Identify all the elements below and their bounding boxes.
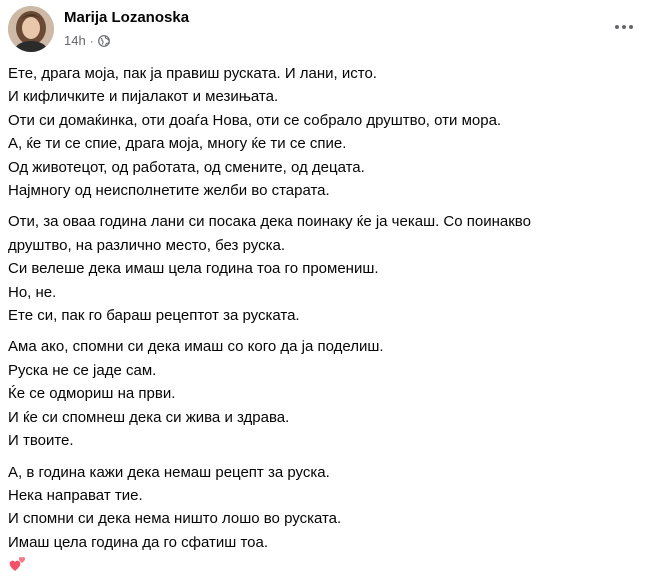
text-line: А, в година кажи дека немаш рецепт за руска.: [8, 463, 330, 481]
paragraph: [8, 335, 638, 452]
text-line: И ќе си спомнеш дека си жива и здрава.: [8, 408, 290, 426]
text-line: И твоите.: [8, 432, 74, 450]
text-line: Нека направат тие.: [8, 486, 143, 504]
text-line: Ќе се одмориш на први.: [8, 385, 176, 403]
text-line: Најмногу од неисполнетите желби во старата.: [8, 182, 330, 200]
paragraph: [8, 210, 638, 327]
more-options-icon-dot: [629, 25, 633, 29]
post-meta: [64, 33, 110, 48]
text-line: друштво, на различно место, без руска.: [8, 236, 285, 254]
text-line: Оти си домаќинка, оти доаѓа Нова, оти се собрало друштво, оти мора.: [8, 111, 502, 129]
more-options-icon-dot: [622, 25, 626, 29]
more-options-button[interactable]: [612, 18, 636, 36]
post-time[interactable]: 14h: [64, 33, 86, 48]
paragraph: [8, 62, 638, 202]
avatar-photo: [8, 6, 54, 52]
text-line: А, ќе ти се спие, драга моја, многу ќе ти се спие.: [8, 135, 347, 153]
text-line: Ете, драга моја, пак ја правиш руската. И лани, исто.: [8, 65, 377, 82]
text-line: Ете си, пак го бараш рецептот за руската.: [8, 307, 300, 325]
paragraph: [8, 461, 638, 575]
post-body: [8, 62, 638, 582]
two-hearts-icon: [8, 554, 28, 574]
text-line: Од животецот, од работата, од смените, од децата.: [8, 158, 365, 176]
text-line: Имаш цела година да го сфатиш тоа.: [8, 533, 269, 551]
globe-icon[interactable]: [98, 35, 110, 47]
text-line: Ама ако, спомни си дека имаш со кого да ја поделиш.: [8, 338, 384, 356]
author-avatar[interactable]: [8, 6, 54, 52]
text-line: Оти, за оваа година лани си посака дека поинаку ќе ја чекаш. Со поинакво: [8, 213, 531, 231]
text-line: И спомни си дека нема ништо лошо во руската.: [8, 510, 342, 528]
text-line: Си велеше дека имаш цела година тоа го промениш.: [8, 260, 379, 278]
meta-separator: ·: [89, 33, 94, 48]
text-line: И кифличките и пијалакот и мезињата.: [8, 88, 279, 106]
author-name[interactable]: Marija Lozanoska: [64, 9, 190, 26]
more-options-icon-dot: [615, 25, 619, 29]
text-line: Руска не се јаде сам.: [8, 361, 157, 379]
text-line: Но, не.: [8, 283, 57, 301]
post-header: [8, 6, 640, 58]
